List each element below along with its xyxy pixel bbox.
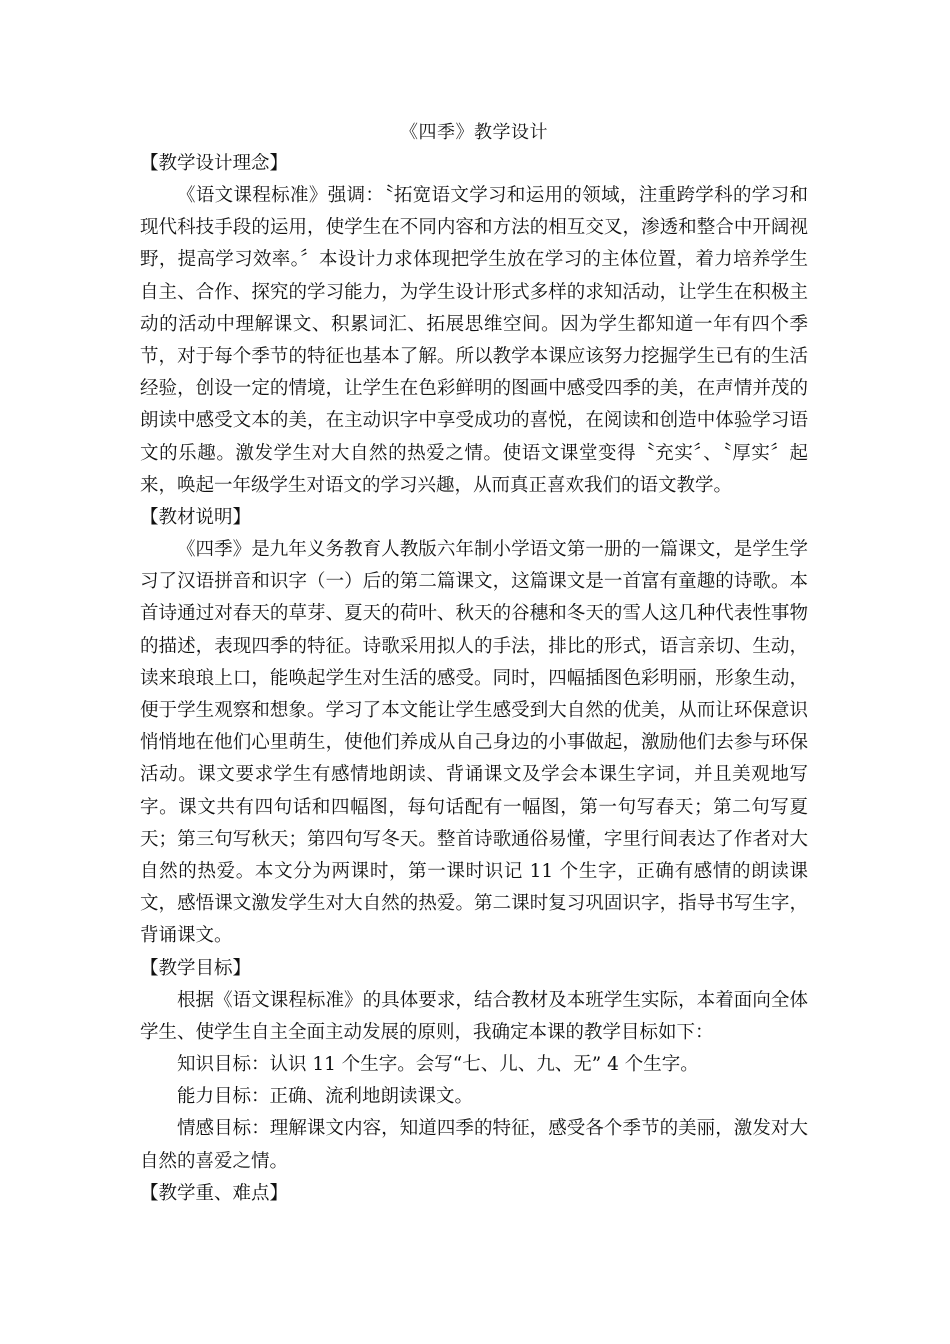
paragraph-ability-goal: 能力目标：正确、流利地朗读课文。 xyxy=(177,1086,474,1108)
document-page xyxy=(140,118,808,1210)
paragraph-emotion-goal: 情感目标：理解课文内容，知道四季的特征，感受各个季节的美丽，激发对大自然的喜爱之情。 xyxy=(140,1118,808,1172)
document-title: 《四季》教学设计 xyxy=(400,122,548,143)
paragraph-textbook-notes: 《四季》是九年义务教育人教版六年制小学语文第一册的一篇课文，是学生学习了汉语拼音和识字（一）后的第二篇课文，这篇课文是一首富有童趣的诗歌。本首诗通过对春天的草芽、夏天的荷叶、秋天的谷穗和冬天的雪人这几种代表性事物的描述，表现四季的特征。诗歌采用拟人的手法，排比的形式，语言亲切、生动，读来琅琅上口，能唤起学生对生活的感受。同时，四幅插图色彩明丽，形象生动，便于学生观察和想象。学习了本文能让学生感受到大自然的优美，从而让环保意识悄悄地在他们心里萌生，使他们养成从自己身边的小事做起，激励他们去参与环保活动。课文要求学生有感情地朗读、背诵课文及学会本课生字词，并且美观地写字。课文共有四句话和四幅图，每句话配有一幅图，第一句写春天；第二句写夏天；第三句写秋天；第四句写冬天。整首诗歌通俗易懂，字里行间表达了作者对大自然的热爱。本文分为两课时，第一课时识记 11 个生字，正确有感情的朗读课文，感悟课文激发学生对大自然的热爱。第二课时复习巩固识字，指导书写生字，背诵课文。 xyxy=(140,539,808,947)
section-heading-key-difficult-points: 【教学重、难点】 xyxy=(140,1182,289,1204)
paragraph-knowledge-goal: 知识目标：认识 11 个生字。会写“七、儿、九、无” 4 个生字。 xyxy=(177,1054,699,1076)
section-heading-design-concept: 【教学设计理念】 xyxy=(140,153,289,174)
paragraph-design-concept: 《语文课程标准》强调：〝拓宽语文学习和运用的领域，注重跨学科的学习和现代科技手段的运用，使学生在不同内容和方法的相互交叉，渗透和整合中开阔视野，提高学习效率。〞本设计力求体现把学生放在学习的主体位置，着力培养学生自主、合作、探究的学习能力，为学生设计形式多样的求知活动，让学生在积极主动的活动中理解课文、积累词汇、拓展思维空间。因为学生都知道一年有四个季节，对于每个季节的特征也基本了解。所以教学本课应该努力挖掘学生已有的生活经验，创设一定的情境，让学生在色彩鲜明的图画中感受四季的美，在声情并茂的朗读中感受文本的美，在主动识字中享受成功的喜悦，在阅读和创造中体验学习语文的乐趣。激发学生对大自然的热爱之情。使语文课堂变得〝充实〞、〝厚实〞起来，唤起一年级学生对语文的学习兴趣，从而真正喜欢我们的语文教学。 xyxy=(140,185,808,496)
section-heading-teaching-goals: 【教学目标】 xyxy=(140,957,252,979)
section-heading-textbook-notes: 【教材说明】 xyxy=(140,507,252,529)
paragraph-goals-intro: 根据《语文课程标准》的具体要求，结合教材及本班学生实际，本着面向全体学生、使学生自主全面主动发展的原则，我确定本课的教学目标如下： xyxy=(140,989,808,1043)
